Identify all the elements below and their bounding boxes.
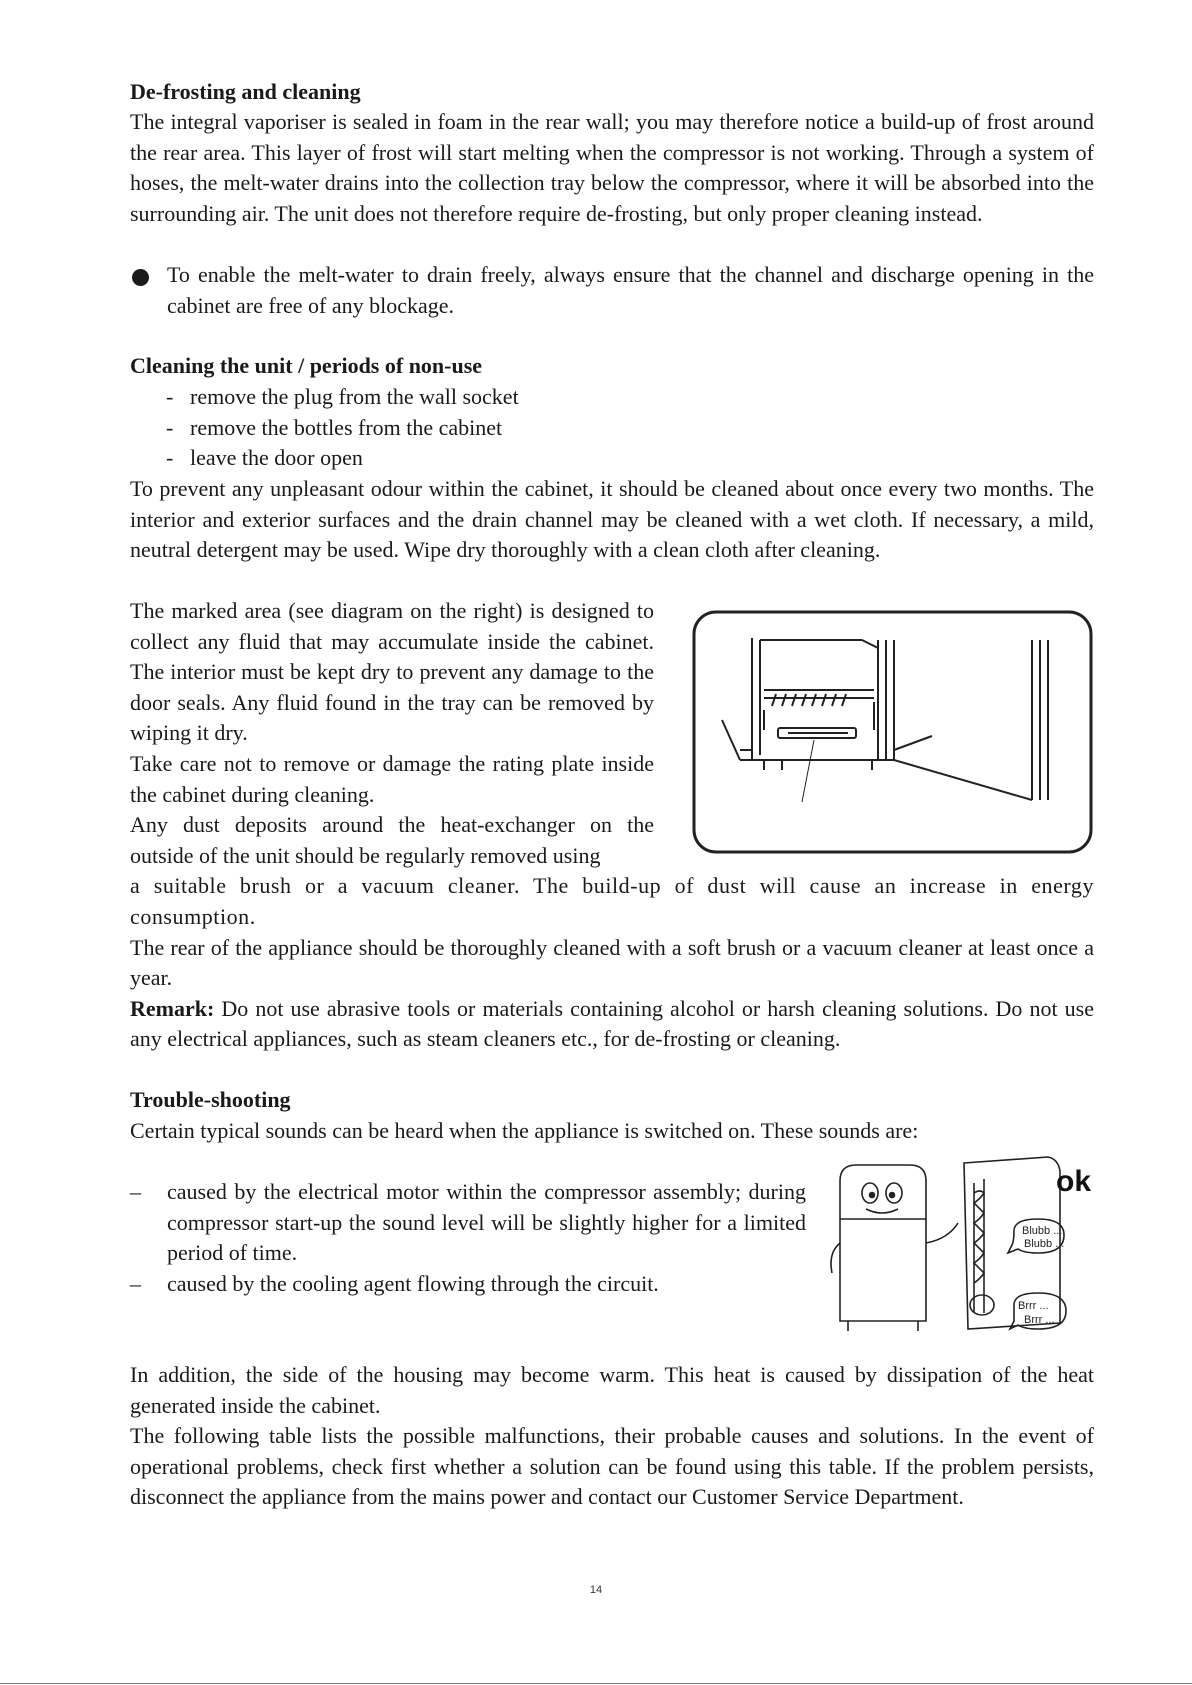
section-heading-defrosting: De-frosting and cleaning — [130, 79, 361, 104]
marked-area-paragraph: The marked area (see diagram on the right) is designed to collect any fluid that may accumulate inside the cabinet. The interior must be kept dry to prevent any damage to the door seals. Any fluid found in the tray can be removed by wiping it dry. — [130, 598, 654, 746]
list-item: - remove the bottles from the cabinet — [166, 414, 503, 440]
list-item: – caused by the cooling agent flowing through the circuit. — [130, 1270, 659, 1296]
sounds-list — [130, 1177, 806, 1299]
cleaning-steps-list — [166, 382, 519, 474]
list-item: - remove the plug from the wall socket — [166, 384, 519, 409]
list-item: – caused by the electrical motor within the compressor assembly; during compressor start-up the sound level will be slightly higher for a limited period of time. — [130, 1179, 806, 1266]
remark-paragraph — [130, 994, 1094, 1055]
dust-paragraph-cont: a suitable brush or a vacuum cleaner. The build-up of dust will cause an increase in energy consumption. — [130, 873, 1094, 929]
defrosting-bullet — [130, 260, 1094, 321]
defrosting-paragraph: The integral vaporiser is sealed in foam in the rear wall; you may therefore notice a build-up of frost around the rear area. This layer of frost will start melting when the compressor is not working. Through a system of hoses, the melt-water drains into the collection tray below the compressor, where it will be absorbed into the surrounding air. The unit does not therefore require de-frosting, but only proper cleaning instead. — [130, 109, 1094, 226]
brrr-label-1: Brrr ... — [1018, 1300, 1049, 1312]
blubb-label-2: Blubb ... — [1024, 1238, 1065, 1250]
section-heading-troubleshooting: Trouble-shooting — [130, 1087, 291, 1112]
rear-cleaning-paragraph: The rear of the appliance should be thoroughly cleaned with a soft brush or a vacuum cleaner at least once a year. — [130, 934, 1094, 991]
cabinet-tray-diagram — [692, 610, 1093, 854]
bullet-dot-icon — [132, 269, 149, 286]
page-bottom-rule — [0, 1683, 1192, 1684]
section-heading-cleaning: Cleaning the unit / periods of non-use — [130, 353, 483, 378]
page-number: 14 — [589, 1584, 603, 1596]
rating-plate-paragraph: Take care not to remove or damage the rating plate inside the cabinet during cleaning. — [130, 750, 654, 807]
heat-paragraph: In addition, the side of the housing may become warm. This heat is caused by dissipation of the heat generated inside the cabinet. — [130, 1362, 1094, 1418]
dust-paragraph-start: Any dust deposits around the heat-exchanger on the outside of the unit should be regularly removed using — [130, 812, 654, 868]
list-item: - leave the door open — [166, 445, 363, 471]
brrr-label-2: Brrr ... — [1024, 1314, 1055, 1326]
remark-label: Remark: — [130, 995, 215, 1021]
sounds-illustration — [828, 1153, 1096, 1338]
cleaning-paragraph: To prevent any unpleasant odour within the cabinet, it should be cleaned about once every two months. The interior and exterior surfaces and the drain channel may be cleaned with a wet cloth. If necessary, a mild, neutral detergent may be used. Wipe dry thoroughly with a clean cloth after cleaning. — [130, 476, 1094, 563]
remark-text: Do not use abrasive tools or materials containing alcohol or harsh cleaning solutions. Do not use any electrical appliances, such as steam cleaners etc., for de-frosting or cleaning. — [130, 995, 1094, 1052]
troubleshooting-intro: Certain typical sounds can be heard when the appliance is switched on. These sounds are: — [130, 1118, 919, 1143]
ok-label: ok — [1056, 1165, 1092, 1198]
bullet-text: To enable the melt-water to drain freely, always ensure that the channel and discharge opening in the cabinet are free of any blockage. — [167, 262, 1094, 318]
blubb-label-1: Blubb ... — [1022, 1225, 1063, 1237]
table-intro-paragraph: The following table lists the possible malfunctions, their probable causes and solutions. In the event of operational problems, check first whether a solution can be found using this table. If the problem persists, disconnect the appliance from the mains power and contact our Customer Service Department. — [130, 1423, 1094, 1510]
